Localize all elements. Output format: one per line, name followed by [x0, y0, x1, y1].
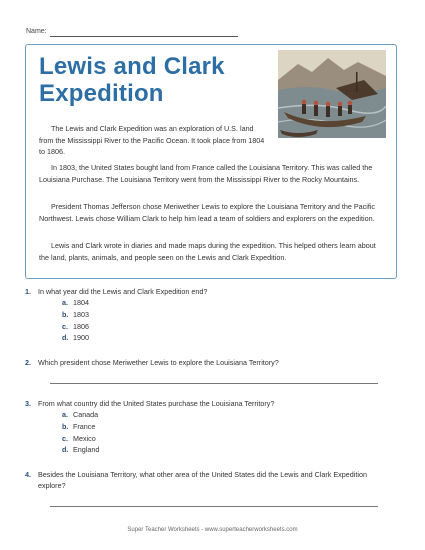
option-letter: c.: [62, 433, 68, 443]
option-d[interactable]: [62, 332, 89, 344]
question-text: Which president chose Meriwether Lewis to explore the Louisiana Territory?: [38, 358, 279, 367]
option-text: Mexico: [73, 433, 96, 443]
paragraph-2: In 1803, the United States bought land from France called the Louisiana Territory. This was called the Louisiana Purchase. The Louisiana Territory went from the Mississippi River to the Rocky Mountains.: [39, 163, 373, 184]
option-letter: a.: [62, 410, 68, 419]
title-line-2: Expedition: [39, 80, 164, 107]
option-text: France: [73, 421, 96, 431]
option-a[interactable]: [62, 297, 89, 309]
question-number: 1.: [25, 287, 31, 296]
option-d[interactable]: [62, 444, 99, 456]
option-c[interactable]: [62, 433, 99, 445]
option-letter: c.: [62, 321, 68, 331]
option-a[interactable]: [62, 409, 99, 421]
answer-line-4[interactable]: [50, 506, 378, 507]
reading-card: [25, 44, 397, 279]
option-text: 1806: [73, 321, 89, 331]
page-title: [39, 53, 225, 107]
option-letter: d.: [62, 445, 69, 455]
paragraph-4: Lewis and Clark wrote in diaries and made maps during the expedition. This helped others learn about the land, plants, animals, and people seen on the Lewis and Clark Expedition.: [39, 241, 376, 262]
answer-options: [62, 297, 89, 344]
question-number: 4.: [25, 470, 31, 479]
option-letter: b.: [62, 421, 69, 431]
title-line-1: Lewis and Clark: [39, 53, 225, 80]
question-text: Besides the Louisiana Territory, what other area of the United States did the Lewis and Clark Expedition explore?: [38, 470, 367, 490]
option-text: 1804: [73, 298, 89, 307]
question-number: 3.: [25, 399, 31, 408]
option-letter: a.: [62, 298, 68, 307]
paragraph-1: The Lewis and Clark Expedition was an exploration of U.S. land from the Mississippi River to the Pacific Ocean. It took place from 1804 to 1806.: [39, 124, 265, 157]
footer-credit: Super Teacher Worksheets - www.superteacherworksheets.com: [127, 527, 298, 533]
option-text: 1803: [73, 309, 89, 319]
option-text: England: [73, 445, 100, 455]
option-c[interactable]: [62, 321, 89, 333]
paragraph-3: President Thomas Jefferson chose Meriwether Lewis to explore the Louisiana Territory and the Pacific Northwest. Lewis chose William Clark to help him lead a team of soldiers and explorers on the expedition.: [39, 202, 376, 223]
option-b[interactable]: [62, 309, 89, 321]
option-text: Canada: [73, 410, 99, 419]
question-text: In what year did the Lewis and Clark Expedition end?: [38, 287, 208, 296]
option-letter: b.: [62, 309, 69, 319]
answer-options: [62, 409, 99, 456]
name-label: Name:: [26, 28, 47, 35]
expedition-illustration: [278, 50, 386, 138]
option-letter: d.: [62, 333, 69, 343]
option-text: 1900: [73, 333, 89, 343]
name-line[interactable]: [50, 36, 238, 37]
option-b[interactable]: [62, 421, 99, 433]
question-number: 2.: [25, 358, 31, 367]
answer-line-2[interactable]: [50, 383, 378, 384]
question-text: From what country did the United States purchase the Louisiana Territory?: [38, 399, 275, 408]
